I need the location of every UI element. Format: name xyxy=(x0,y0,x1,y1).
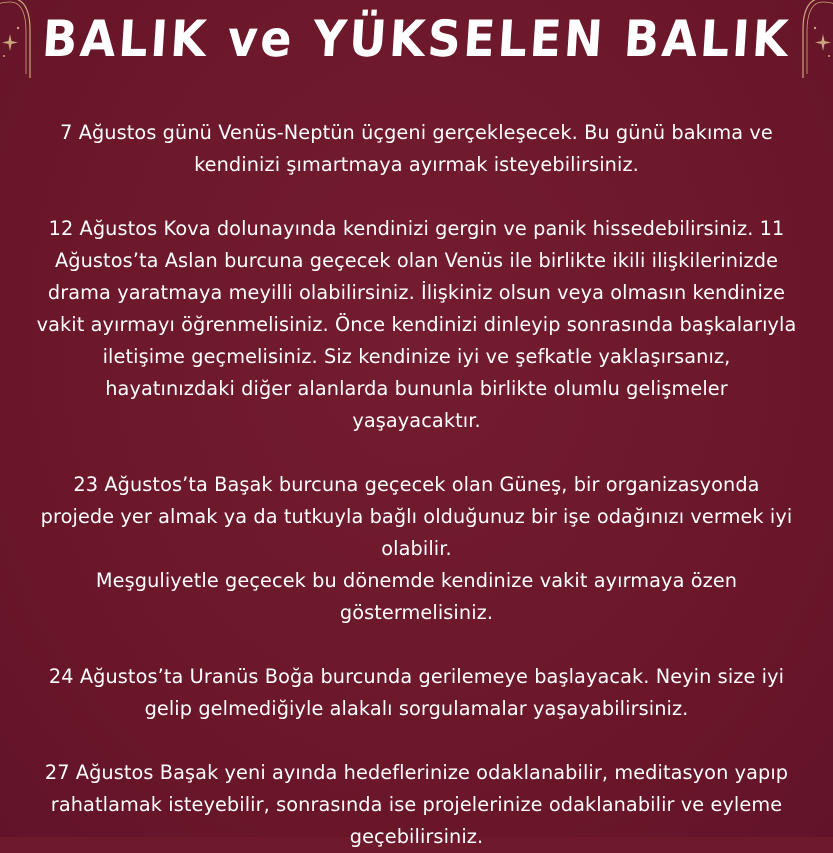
text-line: 23 Ağustos’ta Başak burcuna geçecek olan Güneş, bir organizasyonda xyxy=(73,473,760,496)
text-line: rahatlamak isteyebilir, sonrasında ise projelerinize odaklanabilir ve eyleme xyxy=(50,793,783,816)
text-line: Meşguliyetle geçecek bu dönemde kendinize vakit ayırmaya özen xyxy=(95,569,738,592)
text-line: 24 Ağustos’ta Uranüs Boğa burcunda gerilemeye başlayacak. Neyin size iyi xyxy=(48,665,785,688)
paragraph-venus-neptune xyxy=(0,117,833,181)
text-line: göstermelisiniz. xyxy=(339,601,494,624)
text-line: kendinizi şımartmaya ayırmak isteyebilirsiniz. xyxy=(194,153,639,176)
horoscope-text xyxy=(0,117,833,853)
paragraph-uranus-retrograde xyxy=(0,661,833,725)
text-line: yaşayacaktır. xyxy=(352,409,481,432)
text-line: projede yer almak ya da tutkuyla bağlı olduğunuz bir işe odağınızı vermek iyi xyxy=(40,505,793,528)
text-line: olabilir. xyxy=(381,537,452,560)
text-line: gelip gelmediğiyle alakalı sorgulamalar yaşayabilirsiniz. xyxy=(144,697,689,720)
text-line: vakit ayırmayı öğrenmelisiniz. Önce kendinizi dinleyip sonrasında başkalarıyla xyxy=(36,313,797,336)
text-line: geçebilirsiniz. xyxy=(349,825,484,848)
text-line: 12 Ağustos Kova dolunayında kendinizi gergin ve panik hissedebilirsiniz. 11 xyxy=(48,217,785,240)
text-line: 7 Ağustos günü Venüs-Neptün üçgeni gerçekleşecek. Bu günü bakıma ve xyxy=(60,121,773,144)
text-line: iletişime geçmelisiniz. Siz kendinize iyi ve şefkatle yaklaşırsanız, xyxy=(102,345,731,368)
text-line: hayatınızdaki diğer alanlarda bununla birlikte olumlu gelişmeler xyxy=(105,377,728,400)
paragraph-virgo-new-moon xyxy=(0,757,833,853)
text-line: Ağustos’ta Aslan burcuna geçecek olan Venüs ile birlikte ikili ilişkilerinizde xyxy=(54,249,779,272)
paragraph-sun-virgo xyxy=(0,469,833,629)
paragraph-aquarius-full-moon xyxy=(0,213,833,437)
text-line: 27 Ağustos Başak yeni ayında hedeflerinize odaklanabilir, meditasyon yapıp xyxy=(44,761,789,784)
page-title: BALIK ve YÜKSELEN BALIK xyxy=(40,10,793,68)
text-line: drama yaratmaya meyilli olabilirsiniz. İlişkiniz olsun veya olmasın kendinize xyxy=(47,281,786,304)
